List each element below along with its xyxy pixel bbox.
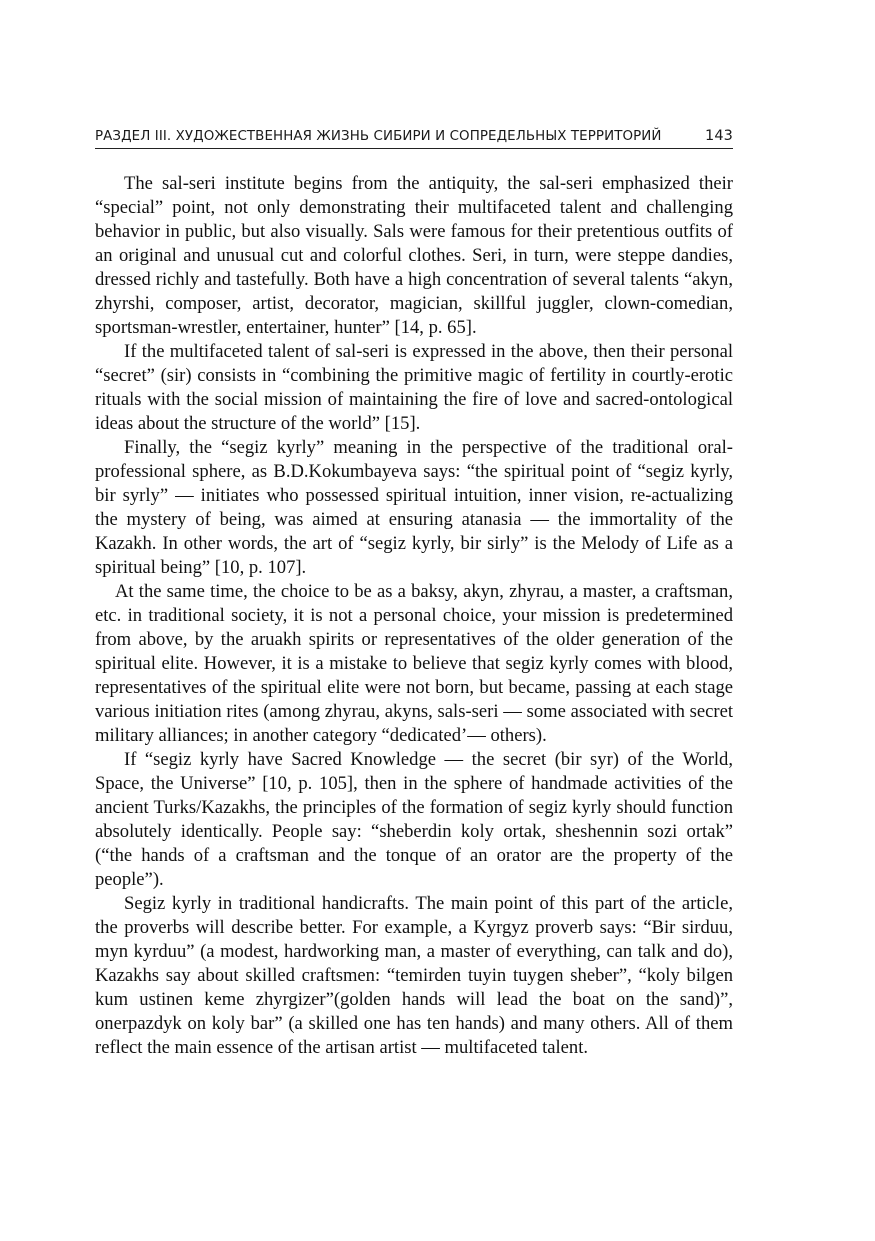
- paragraph-1: The sal-seri institute begins from the antiquity, the sal-seri emphasized their “special” point, not only demonstrating their multifaceted talent and challenging behavior in public, but also visually. Sals were famous for their pretentious outfits of an original and unusual cut and colorful clothes. Seri, in turn, were steppe dandies, dressed richly and tastefully. Both have a high concentration of several talents “akyn, zhyrshi, composer, artist, decorator, magician, skillful juggler, clown-comedian, sportsman-wrestler, entertainer, hunter” [14, p. 65].: [95, 173, 733, 338]
- paragraph-4: At the same time, the choice to be as a baksy, akyn, zhyrau, a master, a craftsman, etc. in traditional society, it is not a personal choice, your mission is predetermined from above, by the aruakh spirits or representatives of the older generation of the spiritual elite. However, it is a mistake to believe that segiz kyrly comes with blood, representatives of the spiritual elite were not born, but became, passing at each stage various initiation rites (among zhyrau, akyns, sals-seri — some associated with secret military alliances; in another category “dedicated’— others).: [95, 581, 733, 746]
- body-text: [95, 172, 733, 1060]
- page-number: 143: [705, 128, 733, 144]
- paragraph-3: Finally, the “segiz kyrly” meaning in the perspective of the traditional oral-professional sphere, as B.D.Kokumbayeva says: “the spiritual point of “segiz kyrly, bir syrly” — initiates who possessed spiritual intuition, inner vision, re-actualizing the mystery of being, was aimed at ensuring atanasia — the immortality of the Kazakh. In other words, the art of “segiz kyrly, bir sirly” is the Melody of Life as a spiritual being” [10, p. 107].: [95, 437, 733, 578]
- paragraph-6: Segiz kyrly in traditional handicrafts. The main point of this part of the article, the proverbs will describe better. For example, a Kyrgyz proverb says: “Bir sirduu, myn kyrduu” (a modest, hardworking man, a master of everything, can talk and do), Kazakhs say about skilled craftsmen: “temirden tuyin tuygen sheber”, “koly bilgen kum ustinen keme zhyrgizer”(golden hands will lead the boat on the sand)”, onerpazdyk on koly bar” (a skilled one has ten hands) and many others. All of them reflect the main essence of the artisan artist — multifaceted talent.: [95, 893, 733, 1058]
- paragraph-2: If the multifaceted talent of sal-seri is expressed in the above, then their personal “secret” (sir) consists in “combining the primitive magic of fertility in courtly-erotic rituals with the social mission of maintaining the fire of love and sacred-ontological ideas about the structure of the world” [15].: [95, 341, 733, 434]
- running-header: [95, 128, 733, 149]
- paragraph-5: If “segiz kyrly have Sacred Knowledge — the secret (bir syr) of the World, Space, the Universe” [10, p. 105], then in the sphere of handmade activities of the ancient Turks/Kazakhs, the principles of the formation of segiz kyrly should function absolutely identically. People say: “sheberdin koly ortak, sheshennin sozi ortak” (“the hands of a craftsman and the tonque of an orator are the property of the people”).: [95, 749, 733, 890]
- section-title: РАЗДЕЛ III. ХУДОЖЕСТВЕННАЯ ЖИЗНЬ СИБИРИ И СОПРЕДЕЛЬНЫХ ТЕРРИТОРИЙ: [95, 129, 662, 144]
